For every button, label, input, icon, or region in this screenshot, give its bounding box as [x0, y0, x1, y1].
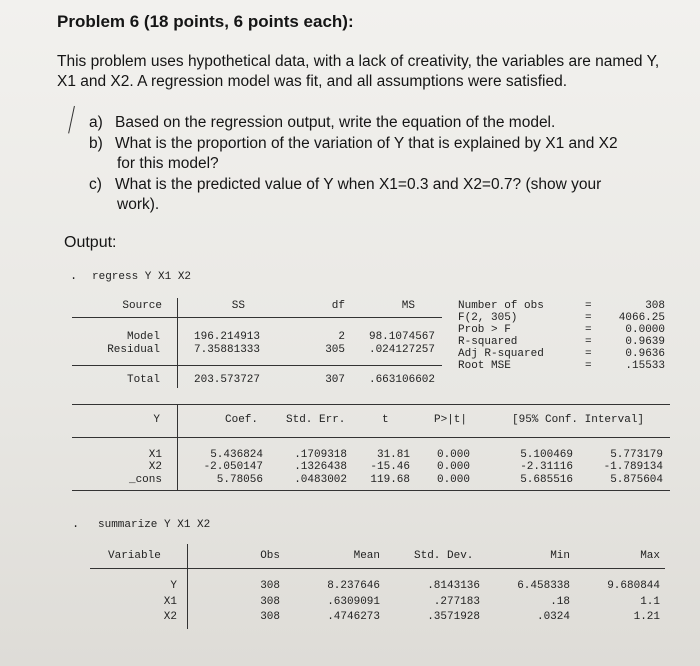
sum-max-x1: 1.1: [640, 596, 660, 608]
anova-header-ss: SS: [231, 300, 245, 312]
sum-mean-y: 8.237646: [327, 580, 380, 592]
anova-divider-top: [72, 317, 442, 318]
anova-total-ss: 203.573727: [194, 374, 261, 386]
bullet: .: [72, 517, 80, 531]
output-label: Output:: [64, 234, 117, 251]
t-cons: 119.68: [370, 474, 410, 486]
ci-lo-cons: 5.685516: [520, 474, 573, 486]
sum-min-y: 6.458338: [517, 580, 570, 592]
question-a-text: Based on the regression output, write the equation of the model.: [115, 114, 556, 131]
question-c-label: c): [89, 176, 102, 193]
sum-var-x1: X1: [163, 596, 177, 608]
coef-header-y: Y: [153, 414, 160, 426]
problem-title: Problem 6 (18 points, 6 points each):: [57, 12, 354, 31]
coef-header-coef: Coef.: [225, 414, 259, 426]
sum-obs-x1: 308: [260, 596, 280, 608]
sum-header-min: Min: [550, 550, 570, 562]
sum-header-sd: Std. Dev.: [414, 550, 474, 562]
se-cons: .0483002: [294, 474, 347, 486]
sum-header-obs: Obs: [260, 550, 280, 562]
stat-value-nobs: 308: [645, 300, 665, 312]
stat-eq-r2: =: [585, 336, 592, 348]
sum-sd-x2: .3571928: [427, 611, 480, 623]
problem-intro: This problem uses hypothetical data, with a lack of creativity, the variables are named Y, X1 and X2. A regression model was fit, and all assumptions were satisfied.: [57, 53, 660, 90]
sum-header-variable: Variable: [108, 550, 161, 562]
stat-label-f: F(2, 305): [458, 312, 518, 324]
sum-var-y: Y: [170, 580, 177, 592]
stat-value-f: 4066.25: [618, 312, 665, 324]
sum-divider-top: [90, 568, 665, 569]
coef-var-cons: _cons: [128, 474, 162, 486]
sum-mean-x1: .6309091: [327, 596, 380, 608]
anova-residual-ms: .024127257: [368, 344, 435, 356]
stat-label-r2: R-squared: [458, 336, 518, 348]
anova-model-df: 2: [338, 331, 345, 343]
coef-var-x2: X2: [148, 461, 162, 473]
coef-divider-v: [177, 405, 178, 491]
sum-max-x2: 1.21: [633, 611, 660, 623]
pencil-mark: [68, 106, 78, 134]
anova-total-df: 307: [325, 374, 345, 386]
stat-label-probf: Prob > F: [458, 324, 511, 336]
anova-row-model-source: Model: [126, 331, 160, 343]
sum-min-x1: .18: [550, 596, 570, 608]
stat-eq-adjr2: =: [585, 348, 592, 360]
coef-x1: 5.436824: [210, 449, 263, 461]
anova-model-ms: 98.1074567: [368, 331, 435, 343]
coef-x2: -2.050147: [203, 461, 263, 473]
stat-value-probf: 0.0000: [625, 324, 665, 336]
anova-divider-v: [177, 298, 178, 388]
question-b: [89, 134, 618, 174]
anova-residual-df: 305: [325, 344, 345, 356]
question-b-label: b): [89, 135, 103, 152]
coef-cons: 5.78056: [216, 474, 263, 486]
question-b-line1: What is the proportion of the variation of Y that is explained by X1 and X2: [115, 135, 618, 152]
stat-value-rmse: .15533: [625, 360, 665, 372]
question-c-line2: work).: [117, 196, 160, 213]
coef-header-ci: [95% Conf. Interval]: [512, 414, 645, 426]
sum-min-x2: .0324: [536, 611, 570, 623]
stat-eq-nobs: =: [585, 300, 592, 312]
ci-hi-x1: 5.773179: [610, 449, 663, 461]
sum-max-y: 9.680844: [607, 580, 660, 592]
summarize-command: summarize Y X1 X2: [98, 519, 211, 531]
sum-header-max: Max: [640, 550, 660, 562]
sum-sd-x1: .277183: [433, 596, 480, 608]
p-x2: 0.000: [436, 461, 470, 473]
ci-hi-cons: 5.875604: [610, 474, 663, 486]
stat-eq-probf: =: [585, 324, 592, 336]
sum-obs-x2: 308: [260, 611, 280, 623]
stat-label-rmse: Root MSE: [458, 360, 511, 372]
regress-command: regress Y X1 X2: [92, 271, 192, 283]
ci-lo-x1: 5.100469: [520, 449, 573, 461]
coef-header-se: Std. Err.: [286, 414, 346, 426]
stat-eq-rmse: =: [585, 360, 592, 372]
anova-residual-ss: 7.35881333: [194, 344, 261, 356]
sum-divider-v: [187, 544, 188, 629]
coef-header-p: P>|t|: [434, 414, 468, 426]
coef-divider-bottom: [72, 490, 670, 491]
anova-row-total-source: Total: [126, 374, 160, 386]
question-b-line2: for this model?: [117, 155, 219, 172]
anova-model-ss: 196.214913: [194, 331, 261, 343]
se-x1: .1709318: [294, 449, 347, 461]
sum-header-mean: Mean: [353, 550, 380, 562]
question-a: [89, 113, 555, 133]
sum-mean-x2: .4746273: [327, 611, 380, 623]
sum-obs-y: 308: [260, 580, 280, 592]
p-x1: 0.000: [436, 449, 470, 461]
coef-divider-header: [72, 437, 670, 438]
question-c: [89, 175, 601, 215]
ci-lo-x2: -2.31116: [520, 461, 573, 473]
anova-row-residual-source: Residual: [107, 344, 160, 356]
sum-var-x2: X2: [163, 611, 177, 623]
stat-eq-f: =: [585, 312, 592, 324]
coef-var-x1: X1: [148, 449, 162, 461]
question-c-line1: What is the predicted value of Y when X1=0.3 and X2=0.7? (show your: [115, 176, 602, 193]
bullet: .: [70, 269, 78, 283]
stat-value-adjr2: 0.9636: [625, 348, 665, 360]
stat-label-nobs: Number of obs: [458, 300, 544, 312]
ci-hi-x2: -1.789134: [603, 461, 663, 473]
se-x2: .1326438: [294, 461, 347, 473]
coef-divider-top: [72, 404, 670, 405]
stat-label-adjr2: Adj R-squared: [458, 348, 544, 360]
anova-divider-total: [72, 365, 442, 366]
anova-header-df: df: [331, 300, 345, 312]
stat-value-r2: 0.9639: [625, 336, 665, 348]
question-a-label: a): [89, 114, 103, 131]
t-x2: -15.46: [370, 461, 410, 473]
anova-total-ms: .663106602: [368, 374, 435, 386]
anova-header-ms: MS: [401, 300, 415, 312]
t-x1: 31.81: [376, 449, 410, 461]
p-cons: 0.000: [436, 474, 470, 486]
sum-sd-y: .8143136: [427, 580, 480, 592]
coef-header-t: t: [382, 414, 389, 426]
anova-header-source: Source: [122, 300, 162, 312]
